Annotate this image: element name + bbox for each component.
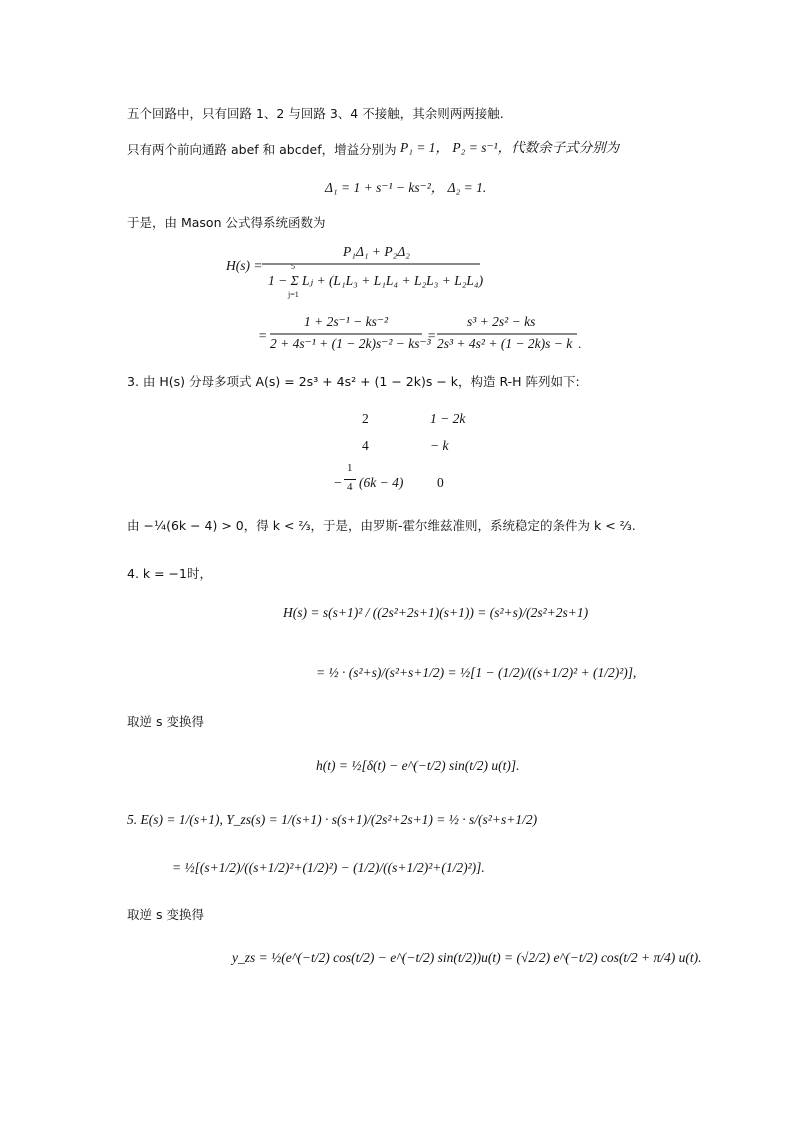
rh-r2c1: 4 [362, 438, 369, 453]
rh-r3c2: 0 [437, 475, 444, 490]
equation-H-numerator-2: 1 + 2s⁻¹ − ks⁻² [304, 314, 389, 329]
equals-sign-1: = [258, 328, 268, 343]
equation-H-numerator-1: P₁Δ₁ + P₂Δ₂ [343, 244, 410, 259]
rh-r2c2: − k [430, 438, 449, 453]
rh-r3c1-frac-den: 4 [347, 481, 353, 493]
paragraph-item-3: 3. 由 H(s) 分母多项式 A(s) = 2s³ + 4s² + (1 − 2k)s − k，构造 R-H 阵列如下: [127, 374, 580, 389]
equation-5-partial: = ½[(s+1/2)/((s+1/2)²+(1/2)²) − (1/2)/((s+1/2)²+(1/2)²)]. [172, 860, 485, 875]
paragraph-stability-condition: 由 −¼(6k − 4) > 0，得 k < ⅔，于是，由罗斯-霍尔维兹准则，系统稳定的条件为 k < ⅔. [127, 518, 636, 533]
forward-paths-text: 只有两个前向通路 abef 和 abcdef，增益分别为 [127, 142, 397, 157]
rh-r3c1-sign: − [334, 475, 342, 490]
rh-r1c2: 1 − 2k [430, 411, 466, 426]
equation-H-denominator-1: 1 − Σ Lⱼ + (L₁L₃ + L₁L₄ + L₂L₃ + L₂L₄) [268, 273, 484, 288]
forward-path-gains: P₁ = 1， P₂ = s⁻¹，代数余子式分别为 [400, 140, 620, 155]
equation-5-Yzs: 5. E(s) = 1/(s+1), Y_zs(s) = 1/(s+1) · s(s+1)/(2s²+2s+1) = ½ · s/(s²+s+1/2) [127, 812, 538, 827]
equation-H-numerator-3: s³ + 2s² − ks [467, 314, 536, 329]
equation-cofactors: Δ₁ = 1 + s⁻¹ − ks⁻²， Δ₂ = 1. [325, 180, 487, 195]
paragraph-mason: 于是，由 Mason 公式得系统函数为 [127, 215, 326, 230]
equals-sign-2: = [427, 328, 437, 343]
paragraph-forward-paths [127, 142, 397, 157]
paragraph-inverse-2: 取逆 s 变换得 [127, 907, 204, 922]
equation-4-H-partial: = ½ · (s²+s)/(s²+s+1/2) = ½[1 − (1/2)/((s+1/2)² + (1/2)²)], [316, 665, 637, 680]
sum-upper-limit: 5 [291, 262, 295, 271]
period-mark: . [578, 336, 582, 351]
rh-r3c1-frac-num: 1 [347, 462, 353, 474]
equation-yzs: y_zs = ½(e^(−t/2) cos(t/2) − e^(−t/2) sin(t/2))u(t) = (√2/2) e^(−t/2) cos(t/2 + π/4) u(t). [232, 950, 702, 965]
paragraph-item-4: 4. k = −1时， [127, 566, 212, 581]
equation-H-denominator-2: 2 + 4s⁻¹ + (1 − 2k)s⁻² − ks⁻³ [270, 336, 431, 351]
equation-H-lhs: H(s) = [226, 258, 263, 273]
rh-r1c1: 2 [362, 411, 369, 426]
equation-h-t: h(t) = ½[δ(t) − e^(−t/2) sin(t/2) u(t)]. [316, 758, 520, 773]
paragraph-loops: 五个回路中，只有回路 1、2 与回路 3、4 不接触，其余则两两接触. [127, 106, 504, 121]
paragraph-inverse-1: 取逆 s 变换得 [127, 714, 204, 729]
sum-lower-limit: j=1 [288, 290, 299, 299]
rh-r3c1-rest: (6k − 4) [359, 475, 404, 490]
equation-H-denominator-3: 2s³ + 4s² + (1 − 2k)s − k [437, 336, 573, 351]
equation-4-H: H(s) = s(s+1)² / ((2s²+2s+1)(s+1)) = (s²+s)/(2s²+2s+1) [283, 605, 589, 620]
